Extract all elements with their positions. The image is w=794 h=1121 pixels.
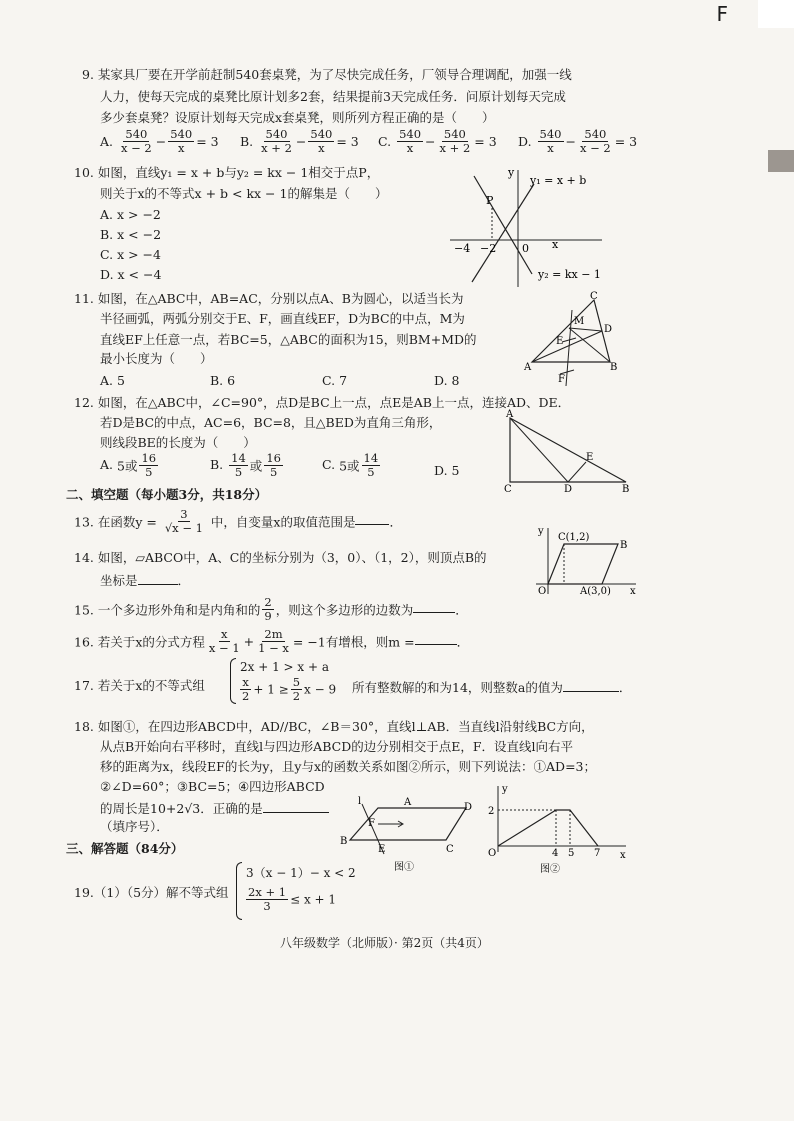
q12-c-num: 14: [363, 451, 379, 465]
q17-post-wrap: 所有整数解的和为14，则整数a的值为 ．: [352, 677, 631, 697]
q16-den1: x − 1: [208, 641, 240, 655]
q11-option-d[interactable]: D. 8: [434, 373, 460, 388]
q14-label-y: y: [538, 526, 544, 537]
q19-r2-frac: [246, 886, 288, 913]
q10-label-p: P: [486, 194, 494, 207]
q9-num-1: 540: [539, 127, 562, 141]
q15-answer-blank[interactable]: [413, 598, 455, 613]
q11-label-c: C: [590, 291, 598, 302]
q9-operator: −: [425, 134, 436, 149]
q18-fig2-tick-7: 7: [594, 848, 601, 859]
q19-pre: 19.（1）（5分）解不等式组: [74, 885, 229, 900]
q9-option-d[interactable]: [518, 128, 637, 155]
q18-fig2-label-x: x: [620, 850, 626, 861]
q14-line1: 14. 如图，▱ABCO中，A、C的坐标分别为（3，0）、（1，2），则顶点B的: [74, 550, 487, 565]
q18-fig2-tick-2: 2: [488, 806, 495, 817]
q13-answer-blank[interactable]: [355, 510, 389, 525]
q19-row2: [244, 886, 336, 913]
q9-frac-1: [259, 128, 294, 155]
q16-num2: 2m: [264, 627, 283, 641]
q18-figure-1: [338, 794, 478, 874]
q16-plus: +: [243, 634, 255, 649]
q15-den: 9: [264, 609, 272, 623]
q14-label-x: x: [630, 586, 636, 597]
q17-r2-num2: 5: [292, 675, 301, 689]
q18-label-b: B: [340, 836, 348, 847]
q18-line5: 的周长是10+2√3．正确的是: [100, 801, 263, 816]
q13-pre: 13. 在函数y =: [74, 514, 157, 530]
q9-frac-2: [308, 128, 334, 155]
q19-r2-post: ≤ x + 1: [290, 892, 337, 907]
q11-line2: 半径画弧，两弧分别交于E、F，画直线EF，D为BC的中点，M为: [100, 311, 465, 326]
q12-option-b[interactable]: [210, 452, 285, 479]
q10-label-x: x: [552, 238, 559, 251]
q12-option-a[interactable]: [100, 452, 160, 479]
q12-c-pre: 5或: [339, 458, 360, 474]
q17-brace: [230, 658, 236, 704]
q11-option-c[interactable]: C. 7: [322, 373, 348, 388]
q9-frac-1: [397, 128, 423, 155]
q11-figure: [522, 290, 622, 390]
edge-tab: [768, 150, 794, 172]
q17-pre: 17. 若关于x的不等式组: [74, 678, 205, 693]
q18-line4: ②∠D=60°；③BC=5；④四边形ABCD: [100, 779, 325, 794]
q9-option-c[interactable]: [378, 128, 497, 155]
q19-row1: 3（x − 1）− x < 2: [246, 866, 356, 880]
q10-figure: [442, 162, 612, 292]
q12-label-e: E: [586, 452, 594, 463]
q16-answer-blank[interactable]: [415, 630, 457, 645]
q12-b-num1: 14: [231, 451, 246, 465]
q10-origin: 0: [522, 242, 529, 255]
q12-figure: [500, 408, 636, 492]
q10-tick-neg4: −4: [454, 242, 471, 255]
q18-label-a: A: [404, 797, 412, 808]
q11-label-b: B: [610, 362, 618, 373]
q18-caption-2: 图②: [540, 864, 560, 875]
q9-rhs: = 3: [196, 134, 219, 149]
q17-answer-blank[interactable]: [563, 677, 619, 692]
q14-parallelogram: [548, 544, 618, 584]
q9-den-1: x: [547, 141, 554, 155]
q16-num1: x: [221, 627, 228, 641]
q16-pre: 16. 若关于x的分式方程: [74, 634, 205, 650]
q10-option-a[interactable]: A. x > −2: [100, 207, 161, 222]
q12-a-num: 16: [141, 451, 157, 465]
q9-num-2: 540: [310, 127, 333, 141]
q10-option-d[interactable]: D. x < −4: [100, 267, 162, 282]
q11-line-ef: [566, 310, 572, 386]
q18-caption-1: 图①: [394, 862, 414, 873]
q18-label-c: C: [446, 844, 454, 855]
q11-segment-md: [569, 328, 602, 331]
q9-den-2: x: [318, 141, 325, 155]
q14-figure: [532, 526, 642, 598]
q12-label-c: C: [504, 484, 512, 492]
q9-frac-2: [438, 128, 473, 155]
page-footer: 八年级数学（北师版）· 第2页（共4页）: [280, 936, 489, 950]
q16: 16. 若关于x的分式方程 $\frac{x}{x - 1}$ + $\frac{2m}{1 - x}$ = −1有增根，则m = ．: [74, 627, 470, 655]
q9-line3: 多少套桌凳？设原计划每天完成x套桌凳，则所列方程正确的是（ ）: [100, 110, 495, 125]
q12-b-frac2: [264, 452, 283, 479]
q10-option-b[interactable]: B. x < −2: [100, 227, 162, 242]
q16-frac2: [256, 628, 291, 655]
section-3-title: 三、解答题（84分）: [66, 841, 184, 856]
q18-label-d: D: [464, 802, 473, 813]
q18-label-l: l: [358, 796, 362, 807]
q10-option-c[interactable]: C. x > −4: [100, 247, 161, 262]
q10-line-y1: [472, 184, 534, 282]
q11-label-m: M: [574, 316, 585, 327]
q17-row1: 2x + 1 > x + a: [240, 660, 330, 674]
q18-label-f: F: [368, 818, 375, 829]
q13-den: √x − 1: [164, 521, 203, 535]
q12-segment-ad: [510, 418, 568, 482]
q11-option-a[interactable]: A. 5: [100, 373, 125, 388]
q11-label-a: A: [524, 362, 532, 373]
q12-c-frac: [362, 452, 381, 479]
q12-line2: 若D是BC的中点，AC=6，BC=8，且△BED为直角三角形，: [100, 415, 442, 430]
q16-den2: 1 − x: [258, 641, 289, 655]
q9-option-label: D.: [518, 134, 532, 149]
q14-label-a: A(3,0): [580, 586, 611, 597]
q18-fig2-tick-4: 4: [552, 848, 559, 859]
q9-num-1: 540: [125, 127, 148, 141]
q18-line6: （填序号）．: [100, 819, 169, 834]
q12-b-frac1: [229, 452, 248, 479]
q18-answer-blank[interactable]: [263, 798, 329, 813]
q12-a-den: 5: [145, 465, 153, 479]
q19-r2-num: 2x + 1: [248, 885, 287, 899]
q10-tick-neg2: −2: [480, 242, 497, 255]
q9-option-label: C.: [378, 134, 392, 149]
q9-rhs: = 3: [614, 134, 638, 149]
q16-frac1: [207, 628, 242, 655]
q12-label-a: A: [506, 409, 514, 420]
q18-line5-wrap: [100, 798, 329, 818]
q9-rhs: = 3: [336, 134, 359, 149]
q14-label-o: O: [538, 586, 547, 597]
q9-num-2: 540: [443, 127, 466, 141]
page-corner: [758, 0, 794, 28]
q12-label-b: B: [622, 484, 630, 492]
q12-b-num2: 16: [266, 451, 281, 465]
q17-r2-den2: 2: [292, 689, 301, 703]
q12-b-den2: 5: [269, 465, 278, 479]
q12-b-label: B.: [210, 457, 224, 472]
q9-option-label: A.: [100, 134, 114, 149]
corner-mark: F: [716, 2, 728, 26]
q9-den-2: x − 2: [579, 141, 611, 155]
q17-r2-den1: 2: [242, 689, 250, 703]
q9-operator: −: [565, 134, 576, 149]
q14-line2-wrap: 坐标是 ．: [100, 570, 190, 590]
q10-label-y: y: [508, 166, 515, 179]
q18-fig2-tick-5: 5: [568, 848, 575, 859]
q17-r2-frac1: [240, 676, 251, 703]
q9-den-2: x: [177, 141, 185, 155]
q9-frac-2: [578, 128, 613, 155]
q9-rhs: = 3: [474, 134, 497, 149]
q18-line3: 移的距离为x，线段EF的长为y，且y与x的函数关系如图②所示，则下列说法：①AD=3；: [100, 759, 596, 774]
q18-line2: 从点B开始向右平移时，直线l与四边形ABCD的边分别相交于点E，F．设直线l向右平: [100, 739, 574, 754]
q17-row2: [238, 676, 336, 703]
q12-label-d: D: [564, 484, 573, 492]
q15-frac: [262, 596, 273, 623]
q12-option-d[interactable]: D. 5: [434, 463, 460, 478]
q9-frac-2: [168, 128, 194, 155]
q14-answer-blank[interactable]: [138, 570, 178, 585]
q12-a-frac: [139, 452, 158, 479]
q10-line1: 10. 如图，直线y₁ = x + b与y₂ = kx − 1相交于点P，: [74, 165, 380, 180]
q11-option-b[interactable]: B. 6: [210, 373, 236, 388]
q10-line2: 则关于x的不等式x + b < kx − 1的解集是（ ）: [100, 186, 388, 201]
q12-c-label: C.: [322, 457, 336, 472]
q10-label-y2: y₂ = kx − 1: [538, 268, 601, 281]
q9-num-2: 540: [170, 127, 193, 141]
q9-den-1: x: [406, 141, 414, 155]
section-2-title: 二、填空题（每小题3分，共18分）: [66, 487, 268, 502]
q9-option-label: B.: [240, 134, 254, 149]
q13-post: 中，自变量x的取值范围是: [210, 514, 356, 530]
q13-frac: [163, 508, 205, 535]
q12-option-c[interactable]: [322, 452, 382, 479]
q12-a-pre: 5或: [117, 458, 138, 474]
q15: 15. 一个多边形外角和是内角和的 $\frac{2}{9}$ ，则这个多边形的边数为 ．: [74, 595, 468, 623]
q9-den-1: x − 2: [121, 141, 152, 155]
q12-b-mid: 或: [249, 458, 263, 474]
q11-label-e: E: [556, 336, 564, 347]
q9-operator: −: [295, 134, 307, 149]
q12-triangle: [510, 418, 626, 482]
q14-label-b: B: [620, 540, 628, 551]
q11-label-f: F: [558, 374, 565, 385]
q15-pre: 15. 一个多边形外角和是内角和的: [74, 602, 261, 618]
q17-r2-mid: + 1 ≥: [253, 682, 289, 697]
q14-line2: 坐标是: [100, 573, 138, 588]
q18-line1: 18. 如图①，在四边形ABCD中，AD//BC，∠B＝30°，直线l⊥AB．当直线l沿射线BC方向，: [74, 719, 594, 734]
q14-label-c: C(1,2): [558, 532, 590, 543]
q9-line1: 9. 某家具厂要在开学前赶制540套桌凳，为了尽快完成任务，厂领导合理调配，加强一线: [82, 67, 572, 82]
q9-num-2: 540: [584, 127, 607, 141]
q18-figure-2: [480, 782, 630, 876]
q19-brace: [236, 862, 242, 920]
q10-line-y2: [474, 176, 532, 274]
q12-b-den1: 5: [234, 465, 243, 479]
q9-frac-1: [119, 128, 154, 155]
q15-post: ，则这个多边形的边数为: [275, 602, 414, 618]
q17-r2-num1: x: [242, 675, 249, 689]
q9-option-a[interactable]: [100, 128, 219, 155]
q12-line1: 12. 如图，在△ABC中，∠C=90°，点D是BC上一点，点E是AB上一点，连接AD、DE．: [74, 395, 571, 410]
q9-num-1: 540: [399, 127, 422, 141]
q11-line4: 最小长度为（ ）: [100, 351, 213, 366]
q9-option-b[interactable]: [240, 128, 359, 155]
q9-den-2: x + 2: [439, 141, 471, 155]
q9-line2: 人力，使每天完成的桌凳比原计划多2套，结果提前3天完成任务．问原计划每天完成: [100, 89, 566, 104]
q17-r2-frac2: [291, 676, 302, 703]
q9-num-1: 540: [265, 127, 288, 141]
q18-fig2-graph: [498, 810, 598, 846]
q11-line1: 11. 如图，在△ABC中，AB=AC，分别以点A、B为圆心，以适当长为: [74, 291, 464, 306]
q18-label-e: E: [378, 844, 386, 855]
q9-den-1: x + 2: [261, 141, 292, 155]
q17-post: 所有整数解的和为14，则整数a的值为: [352, 680, 563, 695]
q16-post: = −1有增根，则m =: [292, 634, 415, 650]
q11-label-d: D: [604, 324, 613, 335]
q18-fig2-origin: O: [488, 848, 497, 859]
q17-r2-end: x − 9: [304, 682, 337, 697]
q18-fig2-label-y: y: [502, 784, 508, 795]
q13-num: 3: [180, 507, 188, 521]
q9-operator: −: [155, 134, 167, 149]
q15-num: 2: [264, 595, 272, 609]
q13: 13. 在函数y = $\frac{3}{√x - 1}$ 中，自变量x的取值范围是 ．: [74, 507, 402, 535]
q10-label-y1: y₁ = x + b: [530, 174, 587, 187]
q12-c-den: 5: [367, 465, 375, 479]
q12-line3: 则线段BE的长度为（ ）: [100, 435, 256, 450]
q12-segment-de: [568, 462, 586, 482]
q9-frac-1: [538, 128, 564, 155]
q19-r2-den: 3: [263, 899, 271, 913]
q12-a-label: A.: [100, 457, 114, 472]
q11-line3: 直线EF上任意一点，若BC=5，△ABC的面积为15，则BM+MD的: [100, 332, 477, 347]
